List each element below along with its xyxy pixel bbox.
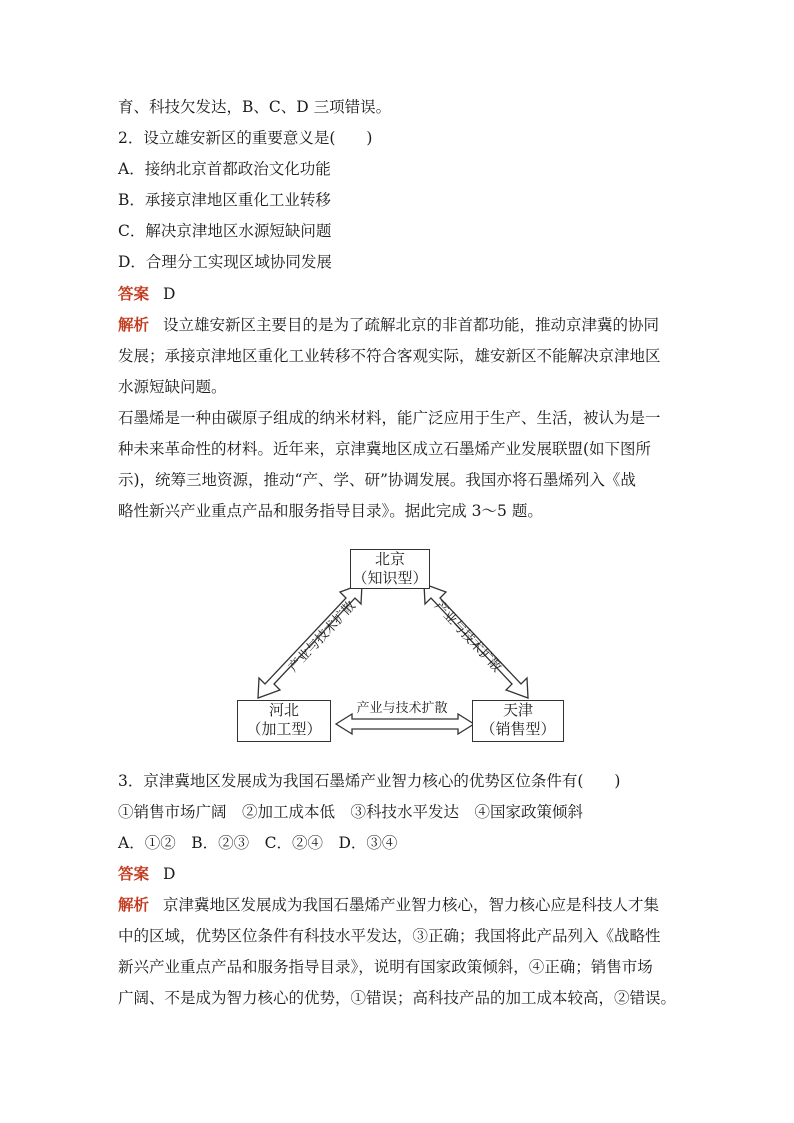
beijing-type: （知识型） bbox=[352, 569, 428, 587]
region-diagram bbox=[236, 546, 566, 746]
answer-value: D bbox=[163, 865, 176, 883]
arrow-label-bottom: 产业与技术扩散 bbox=[356, 701, 448, 716]
tianjin-box bbox=[472, 700, 564, 742]
answer-3 bbox=[118, 864, 175, 884]
answer-label: 答案 bbox=[118, 285, 150, 303]
explanation-3-line-3: 新兴产业重点产品和服务指导目录》，说明有国家政策倾斜，④正确；销售市场 bbox=[118, 958, 653, 976]
arrow-label-right: 产业与技术扩散 bbox=[431, 598, 505, 676]
question-3: 3．京津冀地区发展成为我国石墨烯产业智力核心的优势区位条件有( ) bbox=[118, 772, 621, 790]
hebei-type: （加工型） bbox=[246, 720, 322, 738]
q3-choices: A．①② B．②③ C．②④ D．③④ bbox=[118, 834, 398, 852]
explanation-text: 设立雄安新区主要目的是为了疏解北京的非首都功能，推动京津冀的协同 bbox=[163, 316, 660, 334]
line-1: 育、科技欠发达，B、C、D 三项错误。 bbox=[118, 98, 392, 116]
q2-option-d: D．合理分工实现区域协同发展 bbox=[118, 253, 332, 271]
q2-option-a: A．接纳北京首都政治文化功能 bbox=[118, 160, 331, 178]
answer-value: D bbox=[163, 285, 176, 303]
intro-line-4: 略性新兴产业重点产品和服务指导目录》。据此完成 3～5 题。 bbox=[118, 502, 543, 520]
arrow-bottom-icon bbox=[336, 714, 474, 734]
beijing-box bbox=[350, 549, 430, 589]
answer-2 bbox=[118, 284, 175, 304]
explanation-text: 京津冀地区发展成为我国石墨烯产业智力核心，智力核心应是科技人才集 bbox=[163, 896, 660, 914]
q2-option-c: C．解决京津地区水源短缺问题 bbox=[118, 222, 332, 240]
intro-line-1: 石墨烯是一种由碳原子组成的纳米材料，能广泛应用于生产、生活，被认为是一 bbox=[118, 409, 661, 427]
q2-option-b: B．承接京津地区重化工业转移 bbox=[118, 191, 331, 209]
explanation-label: 解析 bbox=[118, 896, 150, 914]
hebei-box bbox=[237, 700, 331, 742]
explanation-2-line-1 bbox=[118, 315, 659, 335]
question-2: 2．设立雄安新区的重要意义是( ) bbox=[118, 129, 373, 147]
explanation-2-line-2: 发展；承接京津地区重化工业转移不符合客观实际，雄安新区不能解决京津地区 bbox=[118, 347, 661, 365]
explanation-2-line-3: 水源短缺问题。 bbox=[118, 378, 227, 396]
q3-options: ①销售市场广阔 ②加工成本低 ③科技水平发达 ④国家政策倾斜 bbox=[118, 803, 584, 821]
beijing-name: 北京 bbox=[374, 550, 405, 568]
arrow-label-left: 产业与技术扩散 bbox=[285, 598, 359, 676]
tianjin-name: 天津 bbox=[502, 701, 533, 719]
explanation-3-line-1 bbox=[118, 895, 659, 915]
tianjin-type: （销售型） bbox=[480, 720, 556, 738]
intro-line-3: 示)，统筹三地资源，推动“产、学、研”协调发展。我国亦将石墨烯列入《战 bbox=[118, 471, 636, 489]
explanation-3-line-2: 中的区域，优势区位条件有科技水平发达，③正确；我国将此产品列入《战略性 bbox=[118, 927, 661, 945]
answer-label: 答案 bbox=[118, 865, 150, 883]
intro-line-2: 种未来革命性的材料。近年来，京津冀地区成立石墨烯产业发展联盟(如下图所 bbox=[118, 440, 652, 458]
hebei-name: 河北 bbox=[268, 701, 299, 719]
explanation-label: 解析 bbox=[118, 316, 150, 334]
explanation-3-line-4: 广阔、不是成为智力核心的优势，①错误；高科技产品的加工成本较高，②错误。 bbox=[118, 989, 677, 1007]
